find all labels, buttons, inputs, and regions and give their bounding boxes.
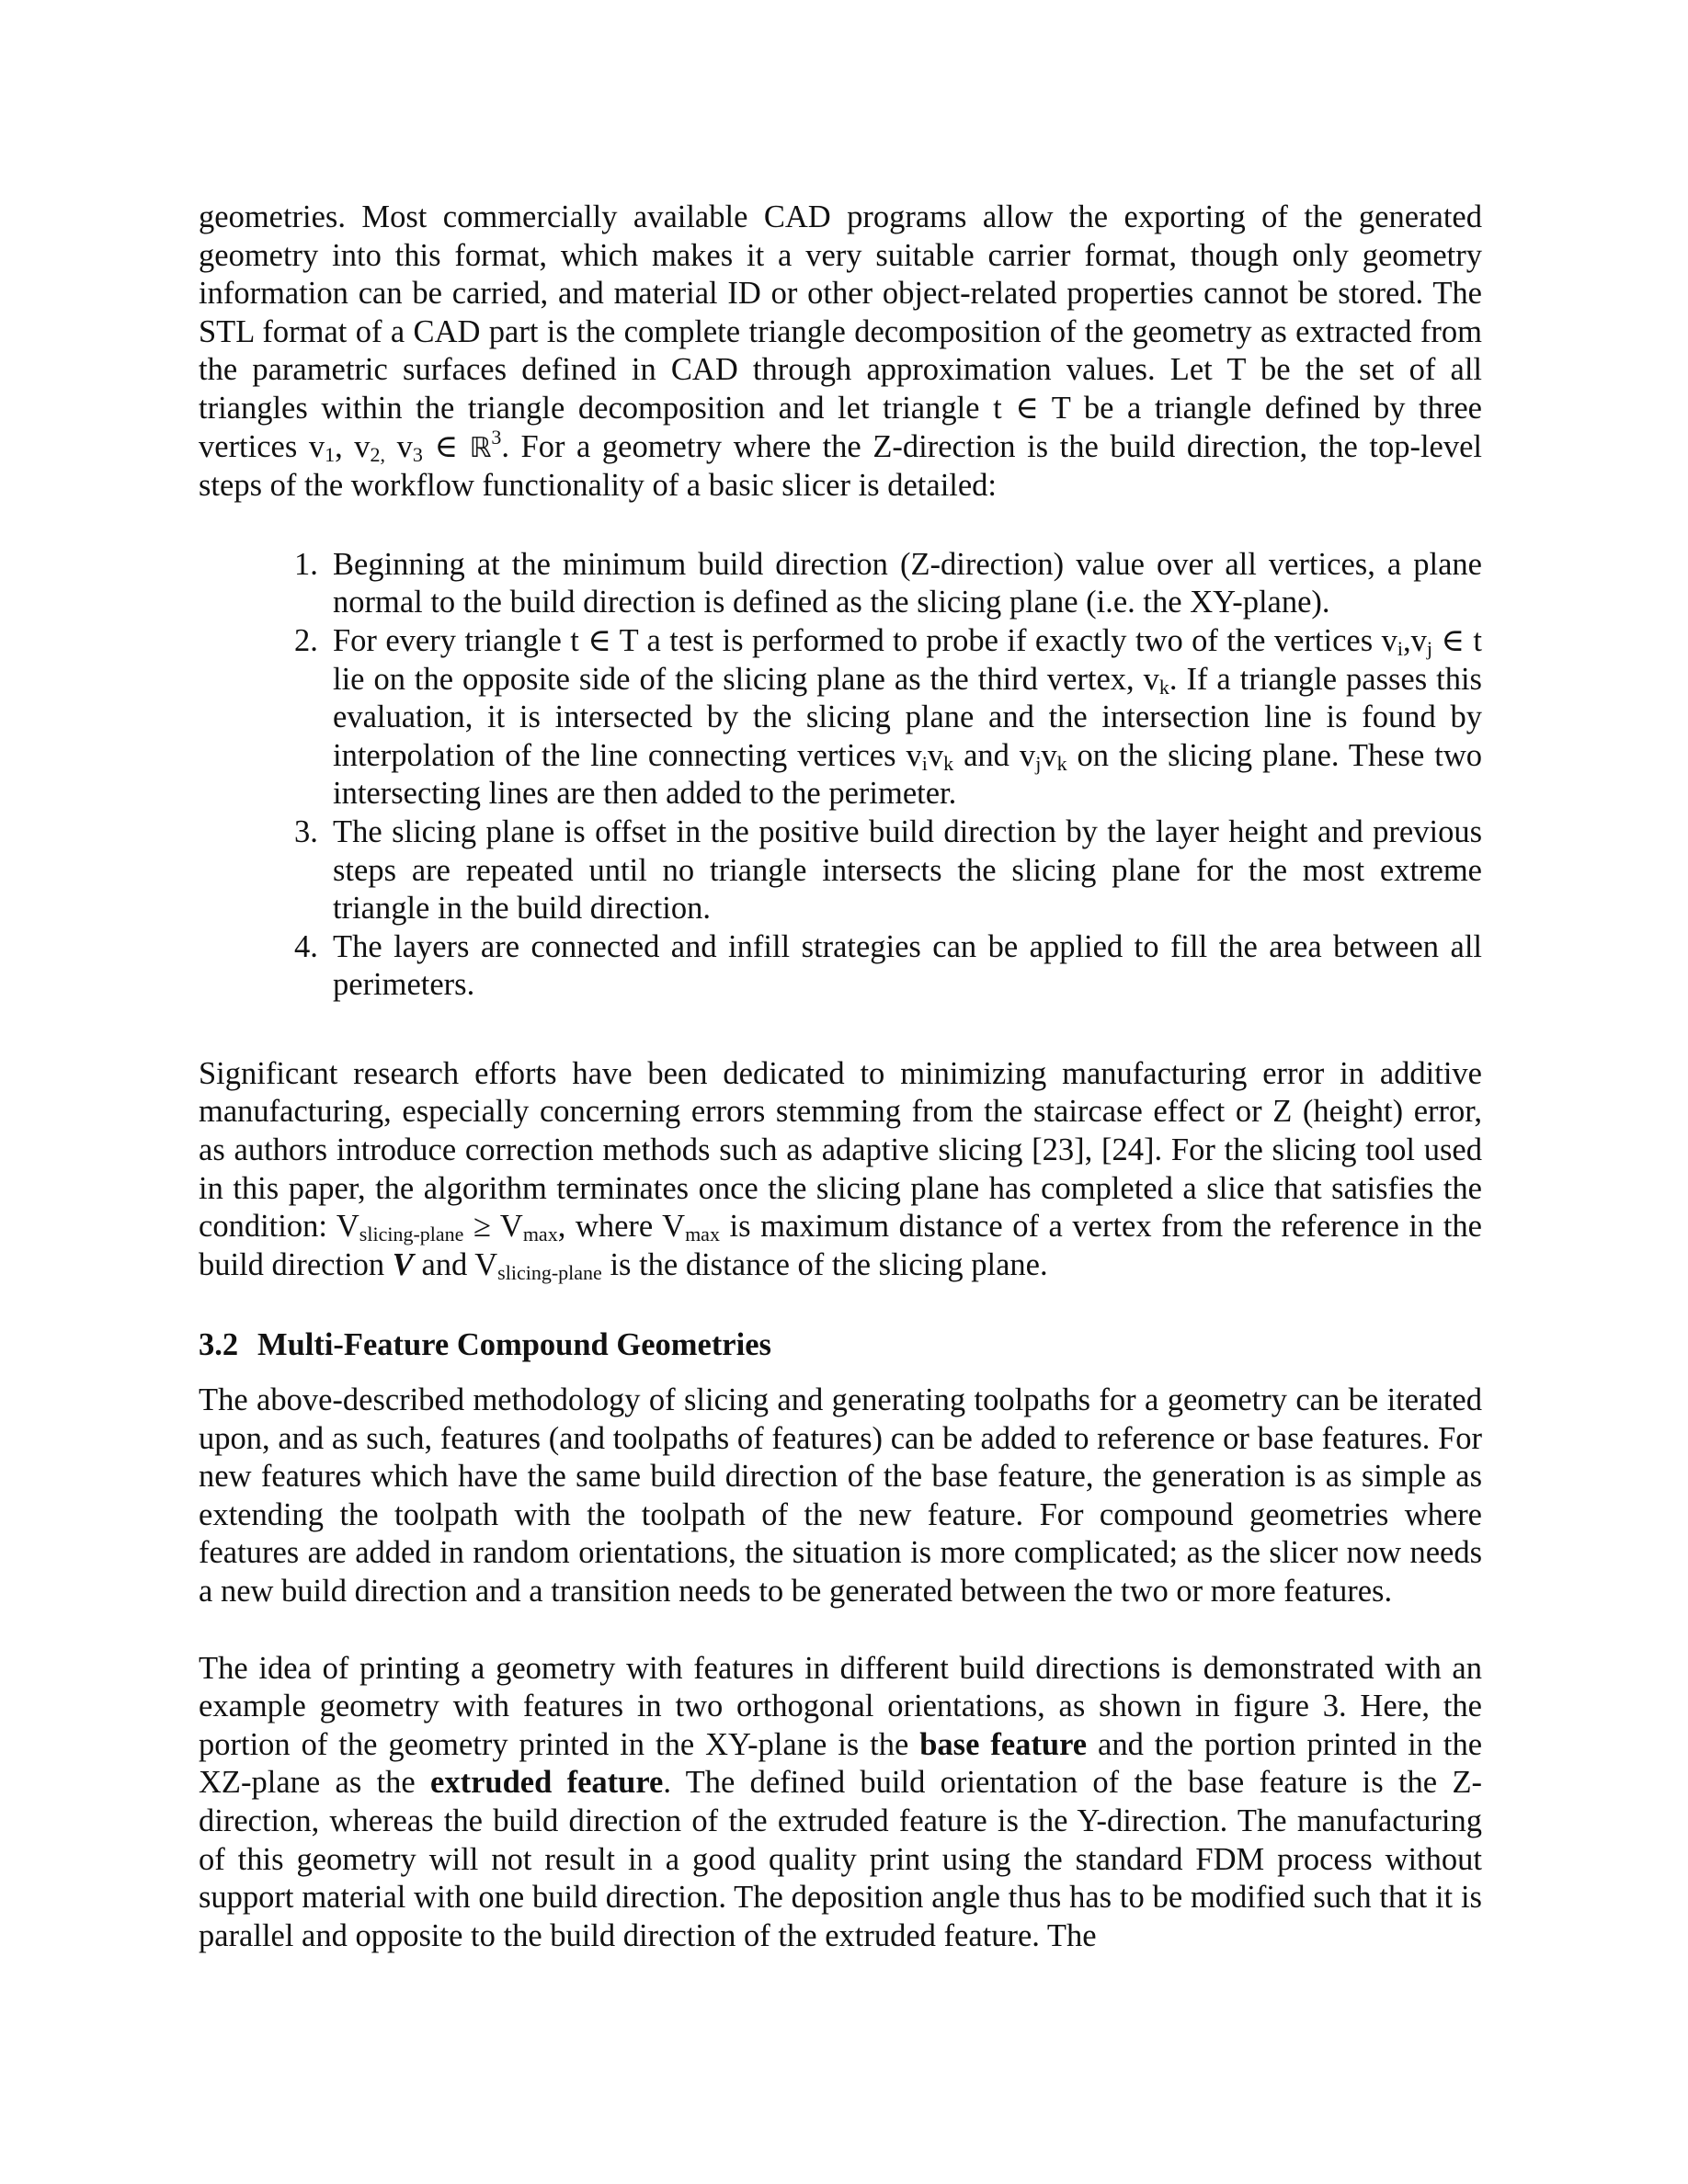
paragraph-stl-format: geometries. Most commercially available CAD programs allow the exporting of the generated geometry into this format, which makes it a very suitable carrier format, though only geometry information can be carried, and material ID or other object-related properties cannot be stored. The STL format of a CAD part is the complete triangle decomposition of the geometry as extracted from the parametric surfaces defined in CAD through approximation values. Let T be the set of all triangles within the triangle decomposition and let triangle t ∈ T be a triangle defined by three vertices $v_1$, $v_{2,}$ $v_3$ ∈ ℝ$^3$. For a geometry where the Z-direction is the build direction, the top-level steps of the workflow functionality of a basic slicer is detailed: bbox=[199, 199, 1483, 504]
paragraph-manufacturing-error: Significant research efforts have been dedicated to minimizing manufacturing error in additive manufacturing, especially concerning errors stemming from the staircase effect or Z (height) error, as authors introduce correction methods such as adaptive slicing [23], [24]. For the slicing tool used in this paper, the algorithm terminates once the slicing plane has completed a slice that satisfies the condition: $V_{slicing-plane} \ge V_{max}$, where $V_{max}$ is maximum distance of a vertex from the reference in the build direction V and $V_{slicing-plane}$ is the distance of the slicing plane. bbox=[199, 1055, 1482, 1284]
list-item: 2. For every triangle t ∈ T a test is performed to probe if exactly two of the vertices $v_i,v_j$ ∈ t lie on the opposite side of the slicing plane as the third vertex, $v_k$. If a triangle passes this evaluation, it is intersected by the slicing plane and the intersection line is found by interpolation of the line connecting vertices $v_iv_k$ and $v_jv_k$ on the slicing plane. These two intersecting lines are then added to the perimeter. bbox=[294, 622, 1482, 812]
paragraph-build-directions: The idea of printing a geometry with features in different build directions is demonstrated with an example geometry with features in two orthogonal orientations, as shown in figure 3. Here, the portion of the geometry printed in the XY-plane is the base feature and the portion printed in the XZ-plane as the extruded feature. The defined build orientation of the base feature is the Z-direction, whereas the build direction of the extruded feature is the Y-direction. The manufacturing of this geometry will not result in a good quality print using the standard FDM process without support material with one build direction. The deposition angle thus has to be modified such that it is parallel and opposite to the build direction of the extruded feature. The bbox=[199, 1650, 1483, 1953]
real-numbers-symbol: ℝ bbox=[469, 431, 492, 464]
list-item: 3. The slicing plane is offset in the positive build direction by the layer height and previous steps are repeated until no triangle intersects the slicing plane for the most extreme triangle in the build direction. bbox=[294, 813, 1482, 927]
list-item: 1. Beginning at the minimum build direction (Z-direction) value over all vertices, a plane normal to the build direction is defined as the slicing plane (i.e. the XY-plane). bbox=[294, 546, 1482, 620]
page-content bbox=[199, 199, 1482, 1955]
slicer-steps-list bbox=[199, 546, 1482, 1005]
list-item: 4. The layers are connected and infill strategies can be applied to fill the area between all perimeters. bbox=[294, 928, 1482, 1003]
section-heading: 3.2 Multi-Feature Compound Geometries bbox=[199, 1327, 771, 1363]
paragraph-compound-methodology: The above-described methodology of slicing and generating toolpaths for a geometry can be iterated upon, and as such, features (and toolpaths of features) can be added to reference or base features. For new features which have the same build direction of the base feature, the generation is as simple as extending the toolpath with the toolpath of the new feature. For compound geometries where features are added in random orientations, the situation is more complicated; as the slicer now needs a new build direction and a transition needs to be generated between the two or more features. bbox=[199, 1382, 1482, 1609]
